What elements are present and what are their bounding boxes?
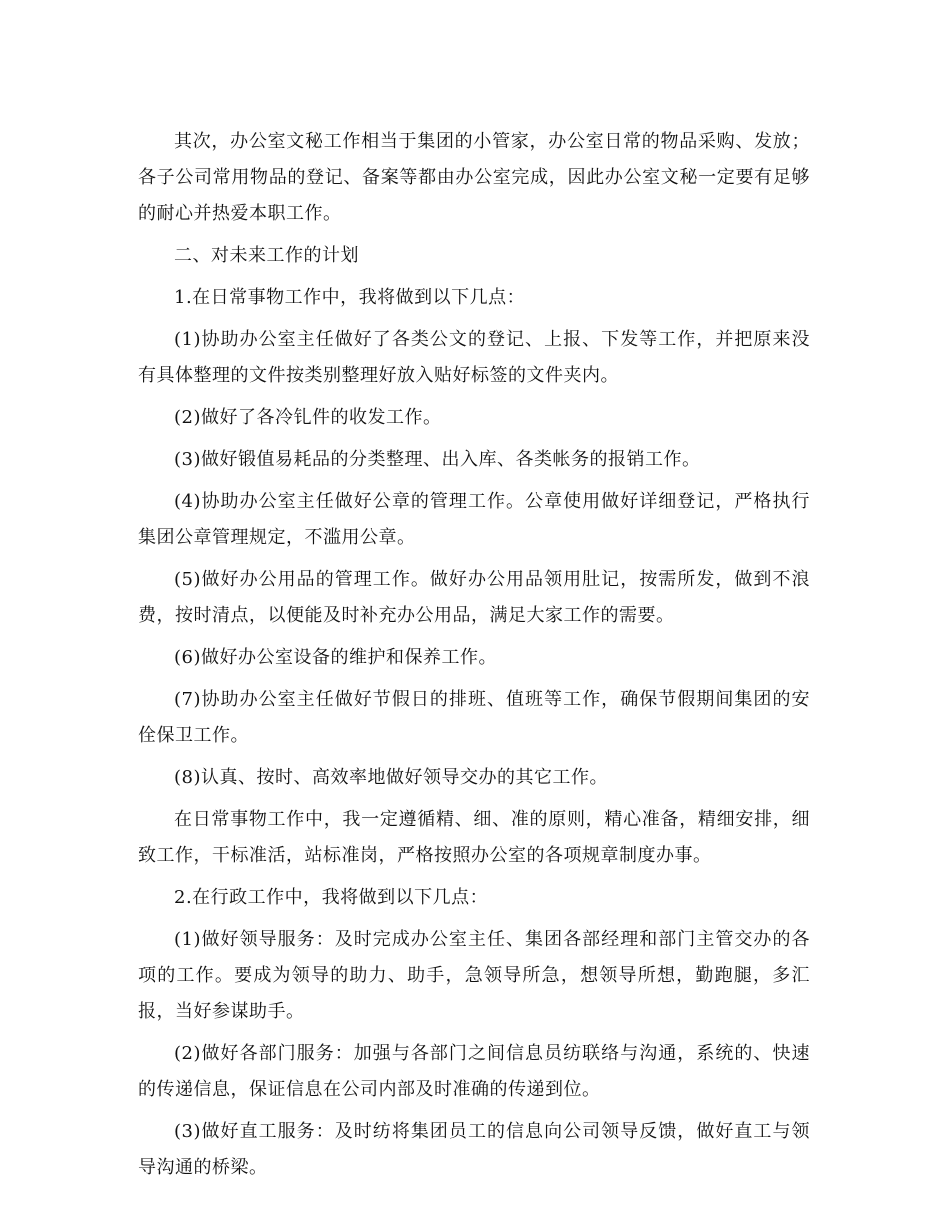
list-item: (3)做好直工服务：及时纺将集团员工的信息向公司领导反馈，做好直工与领导沟通的桥梁。 xyxy=(138,1121,810,1178)
document-body xyxy=(138,124,810,1192)
list-item: (6)做好办公室设备的维护和保养工作。 xyxy=(174,647,497,668)
list-item: (1)协助办公室主任做好了各类公文的登记、上报、下发等工作，并把原来没有具体整理的文件按类别整理好放入贴好标签的文件夹内。 xyxy=(138,329,810,386)
subsection-heading: 1.在日常事物工作中，我将做到以下几点： xyxy=(174,287,526,308)
list-item: (4)协助办公室主任做好公章的管理工作。公章使用做好详细登记，严格执行集团公章管理规定，不滥用公章。 xyxy=(138,491,810,548)
list-item: (3)做好锻值易耗品的分类整理、出入库、各类帐务的报销工作。 xyxy=(174,449,701,470)
paragraph-summary: 在日常事物工作中，我一定遵循精、细、准的原则，精心准备，精细安排，细致工作，干标准活，站标准岗，严格按照办公室的各项规章制度办事。 xyxy=(138,809,810,866)
subsection-heading: 2.在行政工作中，我将做到以下几点： xyxy=(174,887,489,908)
list-item: (8)认真、按时、高效率地做好领导交办的其它工作。 xyxy=(174,767,608,788)
list-item: (2)做好各部门服务：加强与各部门之间信息员纺联络与沟通，系统的、快速的传递信息，保证信息在公司内部及时准确的传递到位。 xyxy=(138,1043,810,1100)
list-item: (7)协助办公室主任做好节假日的排班、值班等工作，确保节假期间集团的安佺保卫工作。 xyxy=(138,689,810,746)
list-item: (1)做好领导服务：及时完成办公室主任、集团各部经理和部门主管交办的各项的工作。要成为领导的助力、助手，急领导所急，想领导所想，勤跑腿，多汇报，当好参谋助手。 xyxy=(138,929,810,1022)
list-item: (2)做好了各冷钆件的收发工作。 xyxy=(174,407,442,428)
list-item: (5)做好办公用品的管理工作。做好办公用品领用肚记，按需所发，做到不浪费，按时清点，以便能及时补充办公用品，满足大家工作的需要。 xyxy=(138,569,810,626)
paragraph-intro: 其次，办公室文秘工作相当于集团的小管家，办公室日常的物品采购、发放；各子公司常用物品的登记、备案等都由办公室完成，因此办公室文秘一定要有足够的耐心并热爱本职工作。 xyxy=(138,131,810,224)
section-heading: 二、对未来工作的计划 xyxy=(174,245,359,266)
